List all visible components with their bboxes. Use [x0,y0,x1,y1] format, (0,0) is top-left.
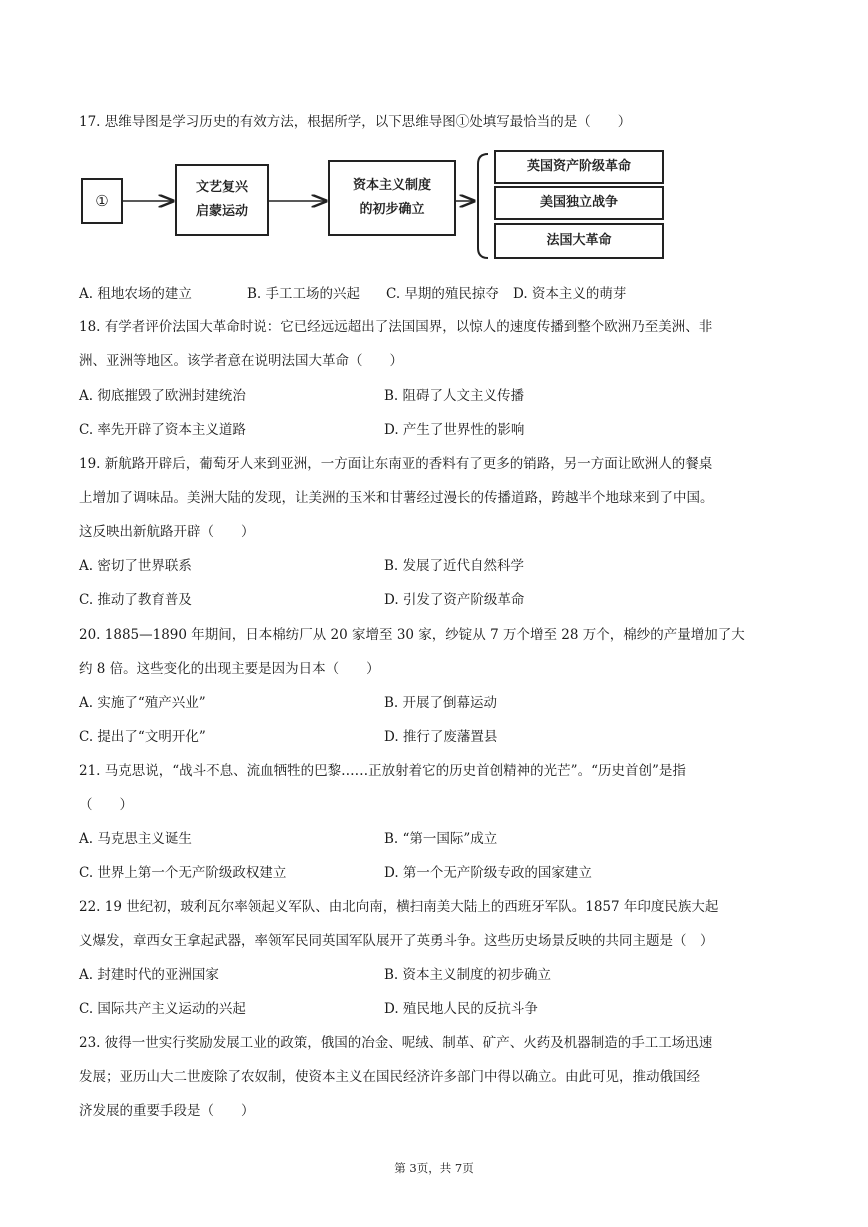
q22-option-c[interactable]: C. 国际共产主义运动的兴起 [79,1001,246,1017]
box-english-revolution-label: 英国资产阶级革命 [526,159,631,174]
q18-option-d[interactable]: D. 产生了世界性的影响 [384,422,525,438]
q22-stem-line1: 22. 19 世纪初，玻利瓦尔率领起义军队、由北向南，横扫南美大陆上的西班牙军队。1857 年印度民族大起 [79,899,719,915]
q21-option-c[interactable]: C. 世界上第一个无产阶级政权建立 [79,865,287,881]
box-renaissance-line1: 文艺复兴 [195,180,248,195]
q20-option-b[interactable]: B. 开展了倒幕运动 [384,695,498,711]
q19-option-b[interactable]: B. 发展了近代自然科学 [384,558,525,574]
q20-stem-line2: 约 8 倍。这些变化的出现主要是因为日本（ ） [79,661,380,677]
q18-stem-line2: 洲、亚洲等地区。该学者意在说明法国大革命（ ） [79,353,403,369]
q18-stem-line1: 18. 有学者评价法国大革命时说：它已经远远超出了法国国界，以惊人的速度传播到整个欧洲乃至美洲、非 [79,319,713,335]
q17-option-b[interactable]: B. 手工工场的兴起 [247,286,361,302]
q20-option-a[interactable]: A. 实施了“殖产兴业” [79,695,206,711]
box-french-revolution-label: 法国大革命 [546,233,612,248]
q21-stem-line2: （ ） [79,797,133,813]
q17-stem: 17. 思维导图是学习历史的有效方法，根据所学，以下思维导图①处填写最恰当的是（ ） [79,114,632,130]
q22-option-d[interactable]: D. 殖民地人民的反抗斗争 [384,1001,538,1017]
bracket [478,154,488,258]
box-french-revolution [494,223,664,259]
q18-option-b[interactable]: B. 阻碍了人文主义传播 [384,388,525,404]
box-renaissance-line2: 启蒙运动 [195,204,248,219]
q20-option-c[interactable]: C. 提出了“文明开化” [79,729,206,745]
q23-stem-line2: 发展；亚历山大二世废除了农奴制，使资本主义在国民经济许多部门中得以确立。由此可见，推动俄国经 [79,1069,700,1085]
q21-option-b[interactable]: B. “第一国际”成立 [384,831,498,847]
q20-stem-line1: 20. 1885—1890 年期间，日本棉纺厂从 20 家增至 30 家，纱锭从 7 万个增至 28 万个，棉纱的产量增加了大 [79,627,745,643]
q18-option-a[interactable]: A. 彻底摧毁了欧洲封建统治 [79,388,246,404]
box-american-independence [494,186,664,220]
q17-option-d[interactable]: D. 资本主义的萌芽 [513,286,627,302]
box-english-revolution [494,150,664,184]
page-number: 第 3页，共 7页 [394,1161,474,1175]
q22-stem-line2: 义爆发，章西女王拿起武器，率领军民同英国军队展开了英勇斗争。这些历史场景反映的共同主题是（ ） [79,933,714,949]
q21-option-a[interactable]: A. 马克思主义诞生 [79,831,192,847]
box-capitalism-line2: 的初步确立 [359,202,425,217]
box-blank-label: ① [95,192,109,210]
box-capitalism-line1: 资本主义制度 [352,178,431,193]
q23-stem-line1: 23. 彼得一世实行奖励发展工业的政策，俄国的冶金、呢绒、制革、矿产、火药及机器制造的手工工场迅速 [79,1035,713,1051]
box-capitalism [328,160,456,236]
q19-option-a[interactable]: A. 密切了世界联系 [79,558,192,574]
q21-stem-line1: 21. 马克思说，“战斗不息、流血牺牲的巴黎……正放射着它的历史首创精神的光芒”。“历史首创”是指 [79,763,686,779]
q21-option-d[interactable]: D. 第一个无产阶级专政的国家建立 [384,865,592,881]
q22-option-b[interactable]: B. 资本主义制度的初步确立 [384,967,552,983]
q19-option-c[interactable]: C. 推动了教育普及 [79,592,192,608]
q23-stem-line3: 济发展的重要手段是（ ） [79,1103,255,1119]
box-renaissance [175,164,269,236]
q22-option-a[interactable]: A. 封建时代的亚洲国家 [79,967,219,983]
box-blank-1 [81,178,123,224]
box-american-independence-label: 美国独立战争 [539,195,618,210]
q17-option-c[interactable]: C. 早期的殖民掠夺 [386,286,499,302]
q20-option-d[interactable]: D. 推行了废藩置县 [384,729,498,745]
q19-stem-line1: 19. 新航路开辟后，葡萄牙人来到亚洲，一方面让东南亚的香料有了更多的销路，另一方面让欧洲人的餐桌 [79,456,713,472]
q19-stem-line3: 这反映出新航路开辟（ ） [79,524,255,540]
q19-option-d[interactable]: D. 引发了资产阶级革命 [384,592,525,608]
q17-mind-map [78,150,668,262]
q18-option-c[interactable]: C. 率先开辟了资本主义道路 [79,422,246,438]
q19-stem-line2: 上增加了调味品。美洲大陆的发现，让美洲的玉米和甘薯经过漫长的传播道路，跨越半个地球来到了中国。 [79,490,714,506]
q17-option-a[interactable]: A. 租地农场的建立 [79,286,192,302]
